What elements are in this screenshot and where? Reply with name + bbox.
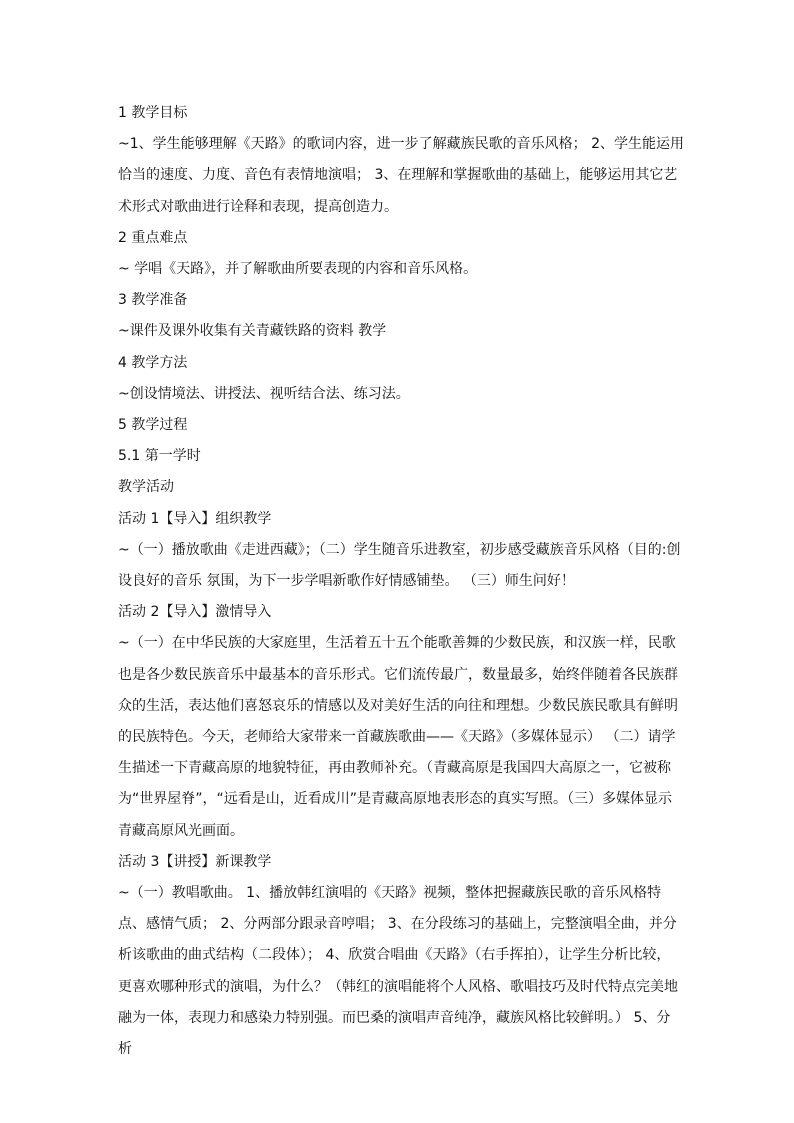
- activity-1-title: 活动 1【导入】组织教学: [118, 510, 272, 527]
- activity-2-title: 活动 2【导入】激情导入: [118, 604, 272, 621]
- heading-first-lesson: 5.1 第一学时: [118, 448, 201, 465]
- activity-3-title: 活动 3【讲授】新课教学: [118, 853, 272, 870]
- heading-process: 5 教学过程: [118, 417, 188, 434]
- paragraph-methods: ~创设情境法、讲授法、视听结合法、练习法。: [118, 385, 410, 402]
- heading-teaching-activities: 教学活动: [118, 479, 174, 496]
- activity-2-body: ~（一）在中华民族的大家庭里，生活着五十五个能歌善舞的少数民族，和汉族一样，民歌也是各少数民族音乐中最基本的音乐形式。它们流传最广，数量最多，始终伴随着各民族群众的生活，表达他们喜怒哀乐的情感以及对美好生活的向往和理想。少数民族民歌具有鲜明的民族特色。今天，老师给大家带来一首藏族歌曲——《天路》（多媒体显示） （二）请学生描述一下青藏高原的地貌特征，再由教师补充。（青藏高原是我国四大高原之一，它被称为“世界屋脊”，“远看是山，近看成川”是青藏高原地表形态的真实写照。（三）多媒体显示青藏高原风光画面。: [118, 635, 678, 839]
- heading-methods: 4 教学方法: [118, 354, 188, 371]
- document-page: [118, 98, 684, 1065]
- activity-1-body: ~（一）播放歌曲《走进西藏》；（二）学生随音乐进教室，初步感受藏族音乐风格（目的:创设良好的音乐 氛围，为下一步学唱新歌作好情感铺垫。 （三）师生问好！: [118, 541, 681, 590]
- heading-teaching-goals: 1 教学目标: [118, 105, 188, 121]
- paragraph-preparation: ~课件及课外收集有关青藏铁路的资料 教学: [118, 323, 387, 340]
- paragraph-teaching-goals: ~1、学生能够理解《天路》的歌词内容，进一步了解藏族民歌的音乐风格； 2、学生能运用恰当的速度、力度、音色有表情地演唱； 3、在理解和掌握歌曲的基础上，能够运用其它艺术形式对歌曲进行诠释和表现，提高创造力。: [118, 136, 684, 215]
- heading-key-points: 2 重点难点: [118, 229, 188, 246]
- heading-preparation: 3 教学准备: [118, 292, 188, 309]
- activity-3-body: ~（一）教唱歌曲。 1、播放韩红演唱的《天路》视频，整体把握藏族民歌的音乐风格特点、感情气质； 2、分两部分跟录音哼唱； 3、在分段练习的基础上，完整演唱全曲，并分析该歌曲的曲式结构（二段体）； 4、欣赏合唱曲《天路》（右手挥拍），让学生分析比较，更喜欢哪种形式的演唱，为什么？（韩红的演唱能将个人风格、歌唱技巧及时代特点完美地融为一体，表现力和感染力特别强。而巴桑的演唱声音纯净，藏族风格比较鲜明。） 5、分析: [118, 885, 678, 1058]
- paragraph-key-points: ~ 学唱《天路》，并了解歌曲所要表现的内容和音乐风格。: [118, 261, 478, 278]
